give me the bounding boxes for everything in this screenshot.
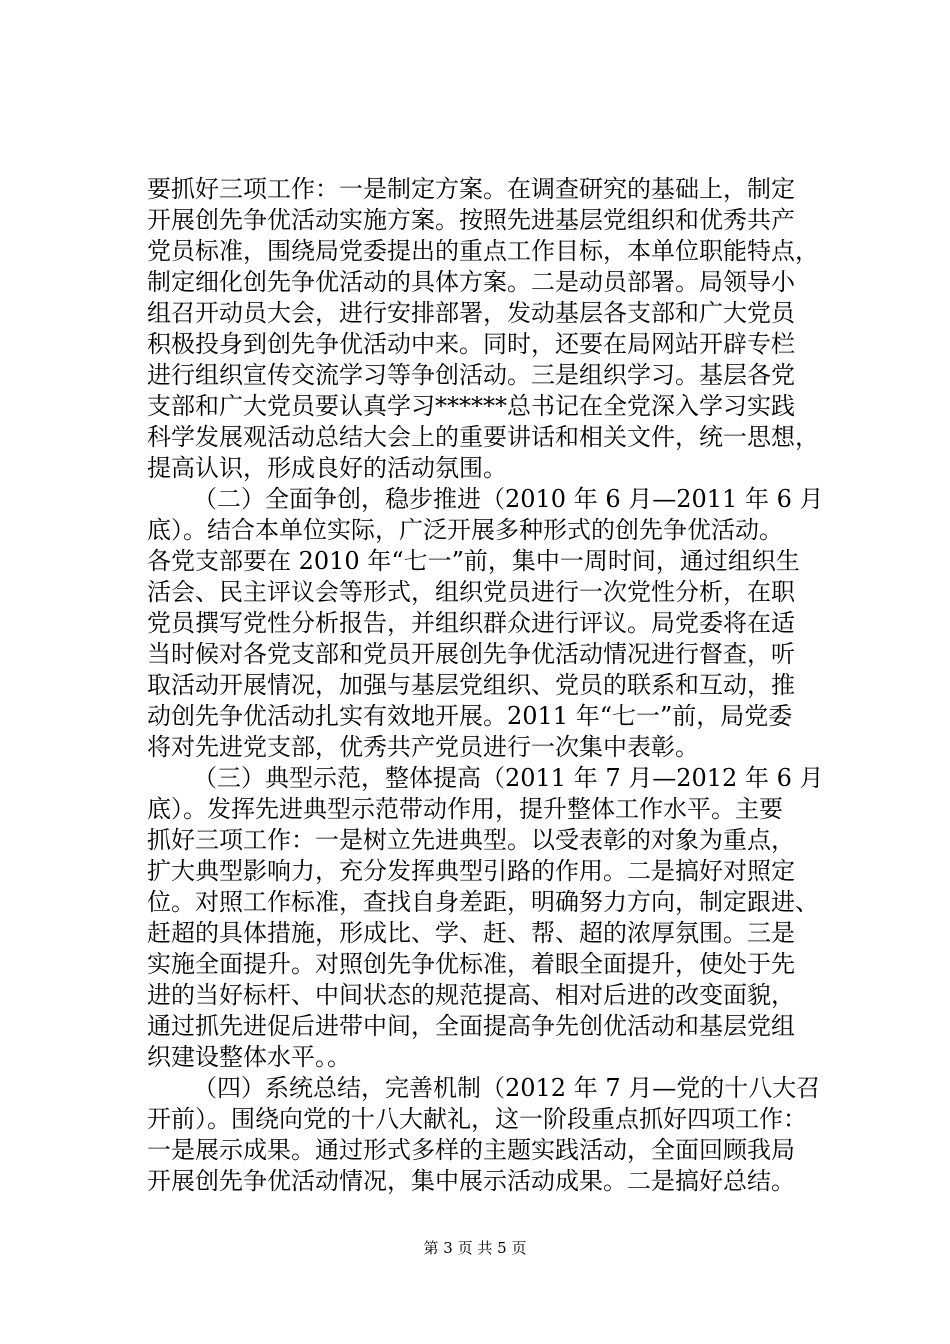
text-line: 组召开动员大会，进行安排部署，发动基层各支部和广大党员 [147,299,795,327]
page-number: 第 3 页 共 5 页 [423,1239,527,1257]
text-line: 支部和广大党员要认真学习******总书记在全党深入学习实践 [147,392,795,420]
text-line: 要抓好三项工作：一是制定方案。在调查研究的基础上，制定 [147,175,795,203]
text-line: 提高认识，形成良好的活动氛围。 [147,454,507,482]
text-line: 扩大典型影响力，充分发挥典型引路的作用。二是搞好对照定 [147,857,795,885]
text-line: 动创先争优活动扎实有效地开展。2011 年“七一”前，局党委 [147,702,793,730]
text-line: 当时候对各党支部和党员开展创先争优活动情况进行督查，听 [147,640,795,668]
section-heading-line: （四）系统总结，完善机制（2012 年 7 月—党的十八大召 [193,1074,821,1102]
page-footer [0,1238,950,1258]
text-line: 开前）。围绕向党的十八大献礼，这一阶段重点抓好四项工作： [147,1105,807,1133]
text-line: 底）。结合本单位实际，广泛开展多种形式的创先争优活动。 [147,516,783,544]
text-line: 开展创先争优活动实施方案。按照先进基层党组织和优秀共产 [147,206,795,234]
text-line: 进行组织宣传交流学习等争创活动。三是组织学习。基层各党 [147,361,795,389]
text-line: 进的当好标杆、中间状态的规范提高、相对后进的改变面貌， [147,981,795,1009]
text-line: 赶超的具体措施，形成比、学、赶、帮、超的浓厚氛围。三是 [147,919,795,947]
text-line: 开展创先争优活动情况，集中展示活动成果。二是搞好总结。 [147,1167,795,1195]
text-line: 取活动开展情况，加强与基层党组织、党员的联系和互动，推 [147,671,795,699]
text-line: 底）。发挥先进典型示范带动作用，提升整体工作水平。主要 [147,795,783,823]
section-heading-line: （三）典型示范，整体提高（2011 年 7 月—2012 年 6 月 [193,764,824,792]
text-line: 实施全面提升。对照创先争优标准，着眼全面提升，使处于先 [147,950,795,978]
text-line: 党员标准，围绕局党委提出的重点工作目标，本单位职能特点， [147,237,819,265]
document-body [147,174,847,1197]
text-line: 科学发展观活动总结大会上的重要讲话和相关文件，统一思想， [147,423,819,451]
text-line: 活会、民主评议会等形式，组织党员进行一次党性分析，在职 [147,578,795,606]
text-line: 积极投身到创先争优活动中来。同时，还要在局网站开辟专栏 [147,330,795,358]
text-line: 制定细化创先争优活动的具体方案。二是动员部署。局领导小 [147,268,795,296]
text-line: 将对先进党支部，优秀共产党员进行一次集中表彰。 [147,733,699,761]
text-line: 一是展示成果。通过形式多样的主题实践活动，全面回顾我局 [147,1136,795,1164]
text-line: 各党支部要在 2010 年“七一”前，集中一周时间，通过组织生 [147,547,800,575]
text-line: 位。对照工作标准，查找自身差距，明确努力方向，制定跟进、 [147,888,819,916]
text-line: 抓好三项工作：一是树立先进典型。以受表彰的对象为重点， [147,826,795,854]
text-line: 党员撰写党性分析报告，并组织群众进行评议。局党委将在适 [147,609,795,637]
text-line: 织建设整体水平。。 [147,1043,351,1071]
text-line: 通过抓先进促后进带中间，全面提高争先创优活动和基层党组 [147,1012,795,1040]
section-heading-line: （二）全面争创，稳步推进（2010 年 6 月—2011 年 6 月 [193,485,824,513]
